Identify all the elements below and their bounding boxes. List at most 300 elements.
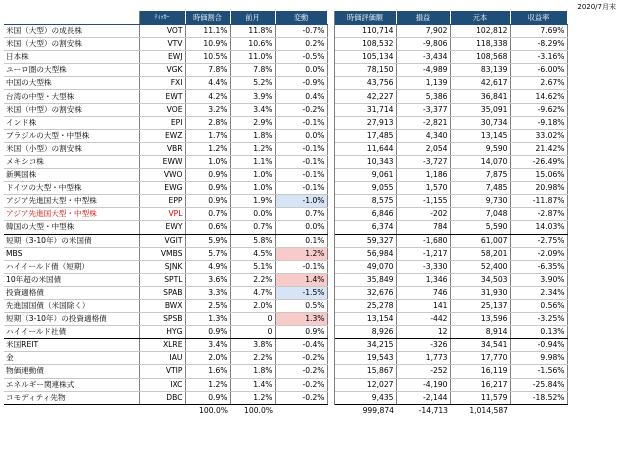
cell-cost: 36,841 — [450, 90, 510, 103]
cell-yield: 0.56% — [510, 299, 567, 312]
column-gap — [327, 142, 334, 155]
cell-change: -0.1% — [275, 142, 327, 155]
cell-name: コモディティ先物 — [4, 391, 139, 404]
cell-change: -0.2% — [275, 352, 327, 365]
cell-value: 110,714 — [334, 25, 396, 38]
cell-change: 1.4% — [275, 273, 327, 286]
cell-yield: -2.09% — [510, 247, 567, 260]
cell-value: 35,849 — [334, 273, 396, 286]
total-pl: -14,713 — [418, 405, 448, 415]
cell-name: ブラジルの大型・中型株 — [4, 129, 139, 142]
cell-ticker: VGIT — [139, 234, 185, 247]
cell-yield: 2.67% — [510, 77, 567, 90]
cell-name: インド株 — [4, 116, 139, 129]
cell-cost: 58,201 — [450, 247, 510, 260]
cell-name: ハイイールド社債 — [4, 326, 139, 339]
cell-name: 10年超の米国債 — [4, 273, 139, 286]
cell-cost: 11,579 — [450, 391, 510, 404]
cell-ticker: VTIP — [139, 365, 185, 378]
cell-value: 8,926 — [334, 326, 396, 339]
cell-cost: 30,734 — [450, 116, 510, 129]
cell-cost: 34,503 — [450, 273, 510, 286]
header-cost: 元本 — [450, 11, 510, 25]
column-gap — [327, 90, 334, 103]
cell-value: 15,867 — [334, 365, 396, 378]
header-change: 変動 — [275, 11, 327, 25]
cell-change: 0.4% — [275, 90, 327, 103]
cell-prev: 11.8% — [230, 25, 275, 38]
cell-ratio: 2.0% — [185, 352, 230, 365]
cell-ticker: VGK — [139, 64, 185, 77]
column-gap — [327, 51, 334, 64]
cell-prev: 1.1% — [230, 155, 275, 168]
cell-change: 0.1% — [275, 234, 327, 247]
cell-ticker: XLRE — [139, 339, 185, 352]
header-value: 時価評価額 — [334, 11, 396, 25]
cell-name: 日本株 — [4, 51, 139, 64]
table-row — [4, 378, 567, 391]
cell-name: 米国（中型）の割安株 — [4, 103, 139, 116]
cell-yield: 33.02% — [510, 129, 567, 142]
cell-ticker: EPI — [139, 116, 185, 129]
cell-prev: 1.0% — [230, 182, 275, 195]
cell-value: 42,227 — [334, 90, 396, 103]
cell-cost: 16,217 — [450, 378, 510, 391]
cell-value: 6,374 — [334, 221, 396, 234]
cell-change: -0.1% — [275, 155, 327, 168]
column-gap — [327, 155, 334, 168]
cell-value: 31,714 — [334, 103, 396, 116]
cell-prev: 5.1% — [230, 260, 275, 273]
cell-ticker: SJNK — [139, 260, 185, 273]
cell-prev: 1.8% — [230, 365, 275, 378]
cell-change: -0.2% — [275, 365, 327, 378]
cell-value: 6,846 — [334, 208, 396, 221]
cell-name: 韓国の大型・中型株 — [4, 221, 139, 234]
cell-ticker: VTV — [139, 38, 185, 51]
cell-change: 0.9% — [275, 326, 327, 339]
table-row — [4, 273, 567, 286]
column-gap — [327, 313, 334, 326]
cell-name: 米国（大型）の割安株 — [4, 38, 139, 51]
cell-pl: 7,902 — [396, 25, 450, 38]
cell-yield: 14.62% — [510, 90, 567, 103]
cell-change: -0.2% — [275, 378, 327, 391]
column-gap — [327, 286, 334, 299]
cell-yield: 0.13% — [510, 326, 567, 339]
cell-name: ハイイールド債（短期） — [4, 260, 139, 273]
cell-pl: -3,434 — [396, 51, 450, 64]
cell-yield: 21.42% — [510, 142, 567, 155]
cell-value: 32,676 — [334, 286, 396, 299]
cell-pl: -1,155 — [396, 195, 450, 208]
header-pl: 損益 — [396, 11, 450, 25]
cell-cost: 16,119 — [450, 365, 510, 378]
cell-cost: 25,137 — [450, 299, 510, 312]
column-gap — [327, 25, 334, 38]
cell-value: 43,756 — [334, 77, 396, 90]
cell-value: 59,327 — [334, 234, 396, 247]
cell-cost: 7,485 — [450, 182, 510, 195]
cell-value: 19,543 — [334, 352, 396, 365]
table-row — [4, 116, 567, 129]
cell-prev: 3.9% — [230, 90, 275, 103]
cell-name: アジア先進国大型・中型株 — [4, 195, 139, 208]
column-gap — [327, 378, 334, 391]
table-body — [4, 25, 567, 405]
cell-ratio: 4.4% — [185, 77, 230, 90]
cell-ratio: 3.6% — [185, 273, 230, 286]
cell-pl: -3,727 — [396, 155, 450, 168]
cell-ticker: FXI — [139, 77, 185, 90]
cell-value: 12,027 — [334, 378, 396, 391]
cell-name: 新興国株 — [4, 169, 139, 182]
cell-pl: -9,806 — [396, 38, 450, 51]
cell-value: 56,984 — [334, 247, 396, 260]
header-row — [4, 11, 567, 25]
cell-ratio: 10.9% — [185, 38, 230, 51]
cell-ticker: VBR — [139, 142, 185, 155]
cell-ratio: 0.9% — [185, 182, 230, 195]
cell-change: 1.2% — [275, 247, 327, 260]
cell-pl: 141 — [396, 299, 450, 312]
table-row — [4, 182, 567, 195]
table-row — [4, 365, 567, 378]
table-row — [4, 260, 567, 273]
column-gap — [327, 234, 334, 247]
cell-yield: -26.49% — [510, 155, 567, 168]
cell-ratio: 10.5% — [185, 51, 230, 64]
cell-cost: 35,091 — [450, 103, 510, 116]
cell-pl: -252 — [396, 365, 450, 378]
cell-ticker: IXC — [139, 378, 185, 391]
column-gap — [327, 208, 334, 221]
cell-pl: -326 — [396, 339, 450, 352]
column-gap — [327, 38, 334, 51]
cell-cost: 9,730 — [450, 195, 510, 208]
table-row — [4, 25, 567, 38]
cell-pl: 4,340 — [396, 129, 450, 142]
cell-change: -0.4% — [275, 339, 327, 352]
cell-cost: 31,930 — [450, 286, 510, 299]
cell-ratio: 1.2% — [185, 142, 230, 155]
cell-change: 0.0% — [275, 64, 327, 77]
cell-cost: 17,770 — [450, 352, 510, 365]
header-yield: 収益率 — [510, 11, 567, 25]
cell-yield: -2.75% — [510, 234, 567, 247]
cell-value: 108,532 — [334, 38, 396, 51]
table-row — [4, 155, 567, 168]
cell-cost: 13,596 — [450, 313, 510, 326]
cell-name: 金 — [4, 352, 139, 365]
cell-ticker: HYG — [139, 326, 185, 339]
cell-value: 9,435 — [334, 391, 396, 404]
cell-prev: 3.4% — [230, 103, 275, 116]
column-gap — [327, 64, 334, 77]
cell-name: 中国の大型株 — [4, 77, 139, 90]
cell-change: 0.5% — [275, 299, 327, 312]
cell-prev: 1.4% — [230, 378, 275, 391]
table-row — [4, 142, 567, 155]
cell-cost: 5,590 — [450, 221, 510, 234]
portfolio-table — [4, 11, 568, 417]
column-gap — [327, 365, 334, 378]
cell-name: 先進国国債（米国除く） — [4, 299, 139, 312]
cell-ticker: EPP — [139, 195, 185, 208]
cell-cost: 61,007 — [450, 234, 510, 247]
cell-yield: -2.87% — [510, 208, 567, 221]
cell-pl: 1,139 — [396, 77, 450, 90]
cell-ratio: 11.1% — [185, 25, 230, 38]
cell-name: ユーロ圏の大型株 — [4, 64, 139, 77]
cell-ratio: 5.9% — [185, 234, 230, 247]
table-row — [4, 221, 567, 234]
column-gap — [327, 77, 334, 90]
cell-value: 10,343 — [334, 155, 396, 168]
cell-yield: 20.98% — [510, 182, 567, 195]
cell-prev: 1.2% — [230, 142, 275, 155]
cell-name: アジア先進国大型・中型株 — [4, 208, 139, 221]
table-row — [4, 391, 567, 404]
table-row — [4, 286, 567, 299]
column-gap — [327, 182, 334, 195]
cell-prev: 4.5% — [230, 247, 275, 260]
table-row — [4, 64, 567, 77]
cell-prev: 5.2% — [230, 77, 275, 90]
total-value: 999,874 — [362, 405, 394, 415]
column-gap — [327, 260, 334, 273]
cell-name: ドイツの大型・中型株 — [4, 182, 139, 195]
cell-value: 9,055 — [334, 182, 396, 195]
table-row — [4, 247, 567, 260]
cell-cost: 34,541 — [450, 339, 510, 352]
table-row — [4, 90, 567, 103]
cell-name: 物価連動債 — [4, 365, 139, 378]
cell-yield: 15.06% — [510, 169, 567, 182]
cell-ticker: IAU — [139, 352, 185, 365]
cell-prev: 0.7% — [230, 221, 275, 234]
cell-cost: 52,400 — [450, 260, 510, 273]
column-gap — [327, 339, 334, 352]
cell-prev: 11.0% — [230, 51, 275, 64]
cell-yield: -9.18% — [510, 116, 567, 129]
table-row — [4, 313, 567, 326]
total-prev: 100.0% — [244, 405, 273, 415]
cell-ratio: 1.2% — [185, 378, 230, 391]
cell-pl: -442 — [396, 313, 450, 326]
cell-pl: 1,186 — [396, 169, 450, 182]
column-gap — [327, 11, 334, 25]
cell-pl: 784 — [396, 221, 450, 234]
cell-ratio: 3.2% — [185, 103, 230, 116]
cell-ratio: 0.6% — [185, 221, 230, 234]
cell-change: -0.5% — [275, 51, 327, 64]
table-row — [4, 208, 567, 221]
column-gap — [327, 299, 334, 312]
cell-yield: -18.52% — [510, 391, 567, 404]
cell-name: 米国（小型）の割安株 — [4, 142, 139, 155]
column-gap — [327, 169, 334, 182]
table-row — [4, 352, 567, 365]
cell-ticker: EWW — [139, 155, 185, 168]
cell-name: メキシコ株 — [4, 155, 139, 168]
cell-ticker: EWZ — [139, 129, 185, 142]
cell-yield: 3.90% — [510, 273, 567, 286]
cell-value: 105,134 — [334, 51, 396, 64]
cell-cost: 14,070 — [450, 155, 510, 168]
cell-pl: 12 — [396, 326, 450, 339]
column-gap — [327, 195, 334, 208]
cell-change: -1.0% — [275, 195, 327, 208]
cell-ticker: SPAB — [139, 286, 185, 299]
cell-yield: -0.94% — [510, 339, 567, 352]
cell-change: -0.1% — [275, 182, 327, 195]
cell-ratio: 0.9% — [185, 391, 230, 404]
cell-ratio: 2.8% — [185, 116, 230, 129]
cell-ratio: 1.0% — [185, 155, 230, 168]
cell-change: 0.0% — [275, 221, 327, 234]
table-row — [4, 103, 567, 116]
total-cost: 1,014,587 — [469, 405, 508, 415]
cell-ratio: 0.7% — [185, 208, 230, 221]
cell-pl: 2,054 — [396, 142, 450, 155]
cell-cost: 7,048 — [450, 208, 510, 221]
cell-ratio: 1.7% — [185, 129, 230, 142]
column-gap — [327, 129, 334, 142]
cell-name: 短期（3-10年）の投資適格債 — [4, 313, 139, 326]
column-gap — [327, 391, 334, 404]
cell-prev: 1.8% — [230, 129, 275, 142]
cell-change: -0.1% — [275, 260, 327, 273]
cell-ratio: 2.5% — [185, 299, 230, 312]
cell-ticker: VPL — [139, 208, 185, 221]
cell-ticker: DBC — [139, 391, 185, 404]
cell-cost: 7,875 — [450, 169, 510, 182]
cell-prev: 3.8% — [230, 339, 275, 352]
cell-ratio: 7.8% — [185, 64, 230, 77]
cell-yield: 2.34% — [510, 286, 567, 299]
cell-pl: -4,989 — [396, 64, 450, 77]
cell-prev: 0 — [230, 313, 275, 326]
cell-prev: 2.2% — [230, 352, 275, 365]
table-row — [4, 195, 567, 208]
cell-value: 49,070 — [334, 260, 396, 273]
cell-change: 1.3% — [275, 313, 327, 326]
cell-name: 短期（3-10年）の米国債 — [4, 234, 139, 247]
cell-prev: 2.9% — [230, 116, 275, 129]
cell-value: 78,150 — [334, 64, 396, 77]
cell-pl: -3,330 — [396, 260, 450, 273]
cell-pl: -1,217 — [396, 247, 450, 260]
cell-ratio: 3.3% — [185, 286, 230, 299]
cell-prev: 2.2% — [230, 273, 275, 286]
cell-yield: -1.56% — [510, 365, 567, 378]
cell-change: -0.2% — [275, 103, 327, 116]
cell-value: 25,278 — [334, 299, 396, 312]
cell-pl: -4,190 — [396, 378, 450, 391]
cell-name: 米国（大型）の成長株 — [4, 25, 139, 38]
cell-cost: 9,590 — [450, 142, 510, 155]
table-row — [4, 299, 567, 312]
cell-change: -0.7% — [275, 25, 327, 38]
header-name — [4, 11, 139, 25]
cell-change: -0.1% — [275, 116, 327, 129]
cell-pl: -1,680 — [396, 234, 450, 247]
column-gap — [327, 273, 334, 286]
cell-ratio: 1.3% — [185, 313, 230, 326]
cell-pl: 1,773 — [396, 352, 450, 365]
table-row — [4, 234, 567, 247]
cell-pl: -3,377 — [396, 103, 450, 116]
cell-name: 米国REIT — [4, 339, 139, 352]
cell-yield: -3.25% — [510, 313, 567, 326]
cell-ticker: SPTL — [139, 273, 185, 286]
cell-change: -0.2% — [275, 391, 327, 404]
column-gap — [327, 352, 334, 365]
table-row — [4, 77, 567, 90]
cell-name: エネルギー関連株式 — [4, 378, 139, 391]
cell-yield: 7.69% — [510, 25, 567, 38]
cell-cost: 108,568 — [450, 51, 510, 64]
cell-ticker: VOT — [139, 25, 185, 38]
cell-pl: -2,821 — [396, 116, 450, 129]
cell-name: MBS — [4, 247, 139, 260]
cell-ratio: 0.9% — [185, 195, 230, 208]
table-row — [4, 129, 567, 142]
column-gap — [327, 116, 334, 129]
cell-ticker: BWX — [139, 299, 185, 312]
cell-ratio: 0.9% — [185, 326, 230, 339]
table-row — [4, 326, 567, 339]
cell-yield: -9.62% — [510, 103, 567, 116]
cell-prev: 0.0% — [230, 208, 275, 221]
cell-name: 台湾の中型・大型株 — [4, 90, 139, 103]
cell-ratio: 3.4% — [185, 339, 230, 352]
cell-prev: 1.9% — [230, 195, 275, 208]
cell-pl: 5,386 — [396, 90, 450, 103]
header-ticker: ﾃｨｯｶｰ — [139, 11, 185, 25]
cell-ticker: VOE — [139, 103, 185, 116]
cell-value: 9,061 — [334, 169, 396, 182]
table-row — [4, 51, 567, 64]
cell-yield: -25.84% — [510, 378, 567, 391]
cell-pl: -2,144 — [396, 391, 450, 404]
cell-prev: 2.0% — [230, 299, 275, 312]
cell-value: 8,575 — [334, 195, 396, 208]
cell-yield: -8.29% — [510, 38, 567, 51]
cell-prev: 4.7% — [230, 286, 275, 299]
column-gap — [327, 247, 334, 260]
cell-prev: 0 — [230, 326, 275, 339]
cell-cost: 8,914 — [450, 326, 510, 339]
cell-cost: 102,812 — [450, 25, 510, 38]
totals-row — [4, 404, 567, 417]
cell-change: 0.0% — [275, 129, 327, 142]
cell-ratio: 4.2% — [185, 90, 230, 103]
table-row — [4, 38, 567, 51]
cell-ticker: SPSB — [139, 313, 185, 326]
cell-prev: 1.2% — [230, 391, 275, 404]
cell-change: 0.7% — [275, 208, 327, 221]
cell-pl: 1,570 — [396, 182, 450, 195]
cell-value: 34,215 — [334, 339, 396, 352]
cell-ratio: 1.6% — [185, 365, 230, 378]
cell-change: 0.2% — [275, 38, 327, 51]
report-date: 2020/7月末 — [577, 3, 616, 11]
header-ratio: 時価割合 — [185, 11, 230, 25]
total-ratio: 100.0% — [199, 405, 228, 415]
cell-cost: 42,617 — [450, 77, 510, 90]
